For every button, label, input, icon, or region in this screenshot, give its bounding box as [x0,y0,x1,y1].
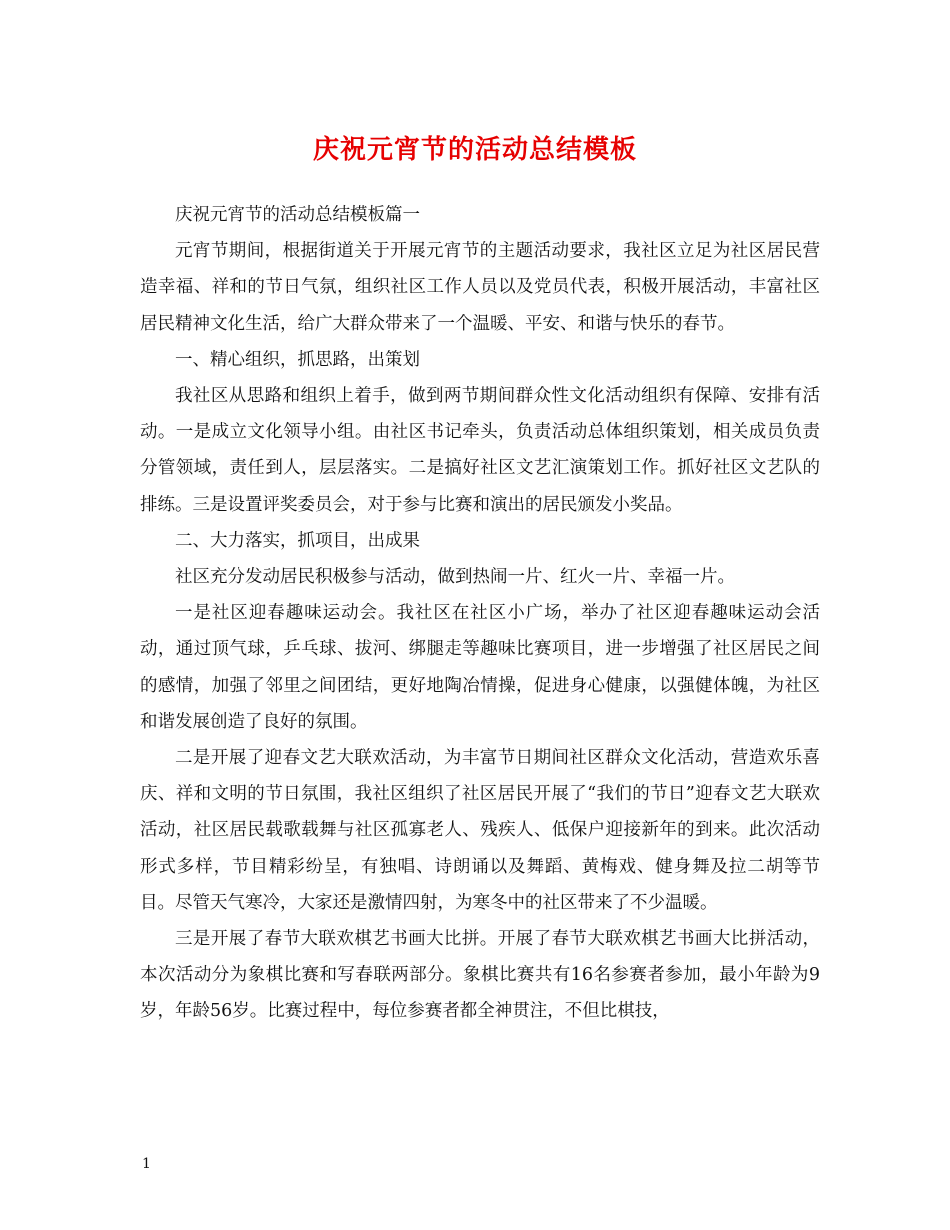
paragraph-sports-meet: 一是社区迎春趣味运动会。我社区在社区小广场，举办了社区迎春趣味运动会活动，通过顶气球，乒乓球、拔河、绑腿走等趣味比赛项目，进一步增强了社区居民之间的感情，加强了邻里之间团结，更好地陶冶情操，促进身心健康，以强健体魄，为社区和谐发展创造了良好的氛围。 [140,603,820,732]
paragraph-participation: 社区充分发动居民积极参与活动，做到热闹一片、红火一片、幸福一片。 [175,567,735,588]
section-heading-1: 一、精心组织，抓思路，出策划 [175,349,420,370]
paragraph-chess-calligraphy: 三是开展了春节大联欢棋艺书画大比拼。开展了春节大联欢棋艺书画大比拼活动，本次活动分为象棋比赛和写春联两部分。象棋比赛共有16名参赛者参加，最小年龄为9岁，年龄56岁。比赛过程中，每位参赛者都全神贯注，不但比棋技， [140,929,820,1022]
paragraph-subtitle: 庆祝元宵节的活动总结模板篇一 [175,205,420,225]
paragraph-organization: 我社区从思路和组织上着手，做到两节期间群众性文化活动组织有保障、安排有活动。一是成立文化领导小组。由社区书记牵头，负责活动总体组织策划，相关成员负责分管领域，责任到人，层层落实。二是搞好社区文艺汇演策划工作。抓好社区文艺队的排练。三是设置评奖委员会，对于参与比赛和演出的居民颁发小奖品。 [140,386,820,515]
section-heading-2: 二、大力落实，抓项目，出成果 [175,530,420,551]
page-title: 庆祝元宵节的活动总结模板 [312,135,637,165]
paragraph-art-gala: 二是开展了迎春文艺大联欢活动，为丰富节日期间社区群众文化活动，营造欢乐喜庆、祥和文明的节日氛围，我社区组织了社区居民开展了“我们的节日”迎春文艺大联欢活动，社区居民载歌载舞与社区孤寡老人、残疾人、低保户迎接新年的到来。此次活动形式多样，节目精彩纷呈，有独唱、诗朗诵以及舞蹈、黄梅戏、健身舞及拉二胡等节目。尽管天气寒冷，大家还是激情四射，为寒冬中的社区带来了不少温暖。 [140,748,820,913]
page-number: 1 [142,1156,151,1172]
document-body [140,197,820,1030]
paragraph-intro: 元宵节期间，根据街道关于开展元宵节的主题活动要求，我社区立足为社区居民营造幸福、祥和的节日气氛，组织社区工作人员以及党员代表，积极开展活动，丰富社区居民精神文化生活，给广大群众带来了一个温暖、平安、和谐与快乐的春节。 [140,241,820,334]
